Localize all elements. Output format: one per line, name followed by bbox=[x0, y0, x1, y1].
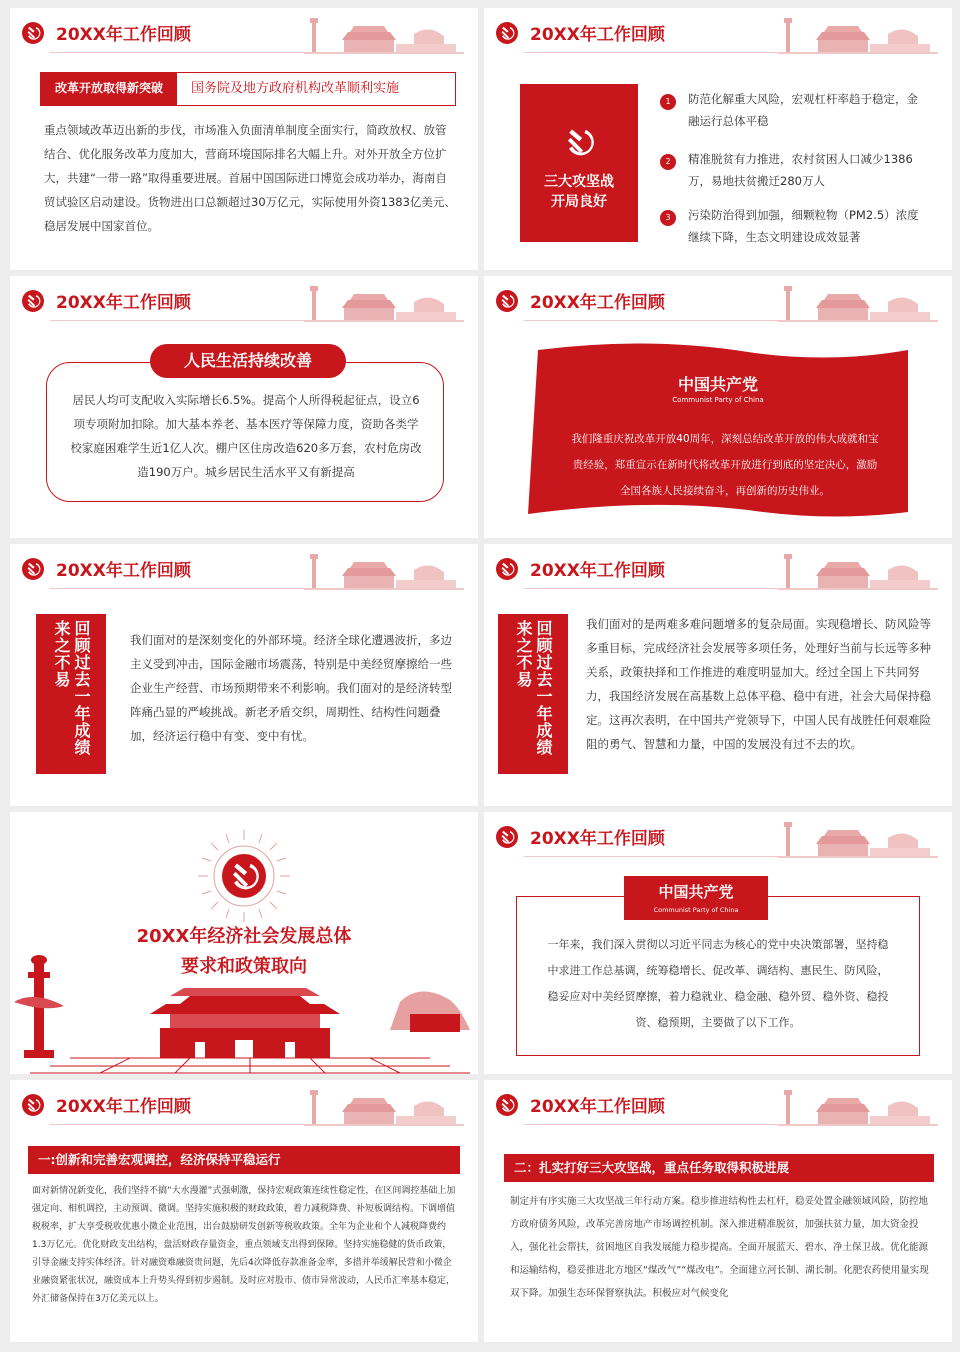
header-divider bbox=[50, 588, 464, 589]
header-divider bbox=[524, 1124, 938, 1125]
header-divider bbox=[524, 588, 938, 589]
header-divider bbox=[524, 856, 938, 857]
radiant-emblem-icon bbox=[194, 826, 294, 926]
vertical-title-box: 回顾过去一年成绩来之不易 bbox=[498, 614, 568, 774]
party-emblem-icon bbox=[22, 22, 44, 44]
three-battles-box bbox=[520, 84, 638, 242]
tiananmen-decoration-icon bbox=[778, 548, 938, 590]
slide-header bbox=[10, 276, 478, 324]
item-text: 污染防治得到加强，细颗粒物（PM2.5）浓度继续下降，生态文明建设成效显著 bbox=[688, 208, 919, 244]
slide-party-year-work bbox=[484, 812, 952, 1074]
header-title: 20XX年工作回顾 bbox=[530, 561, 665, 581]
cover-title-line-2: 要求和政策取向 bbox=[181, 956, 307, 977]
tab-strip bbox=[40, 72, 456, 106]
tiananmen-decoration-icon bbox=[304, 280, 464, 322]
slide-header bbox=[10, 8, 478, 56]
section-pill-title: 人民生活持续改善 bbox=[150, 344, 346, 378]
header-divider bbox=[524, 52, 938, 53]
slide-party-flag bbox=[484, 276, 952, 538]
slide-header bbox=[484, 544, 952, 592]
header-divider bbox=[524, 320, 938, 321]
flag-subtitle: Communist Party of China bbox=[672, 396, 764, 404]
header-title: 20XX年工作回顾 bbox=[56, 1097, 191, 1117]
item-text: 精准脱贫有力推进，农村贫困人口减少1386万，易地扶贫搬迁280万人 bbox=[688, 152, 913, 188]
party-emblem-icon bbox=[496, 826, 518, 848]
tiananmen-decoration-icon bbox=[778, 12, 938, 54]
slide-header bbox=[10, 544, 478, 592]
slide-header bbox=[484, 1080, 952, 1128]
heading-subtitle: Communist Party of China bbox=[653, 906, 739, 914]
slide-three-battles bbox=[484, 8, 952, 270]
tiananmen-decoration-icon bbox=[778, 816, 938, 858]
party-emblem-icon bbox=[22, 1094, 44, 1116]
slide-body-text: 面对新情况新变化，我们坚持不搞“大水漫灌”式强刺激，保持宏观政策连续性稳定性，在区间调控基础上加强定向、相机调控，主动预调、微调。坚持实施积极的财政政策，着力减税降费、补短板调结构。下调增值税税率，扩大享受税收优惠小微企业范围，出台鼓励研发创新等税收政策。全年为企业和个人减税降费约1.3万亿元。优化财政支出结构，盘活财政存量资金，重点领域支出得到保障。坚持实施稳健的货币政策，引导金融支持实体经济。针对融资难融资贵问题，先后4次降低存款准备金率，多措并举缓解民营和小微企业融资紧张状况，融资成本上升势头得到初步遏制。及时应对股市、债市异常波动，人民币汇率基本稳定，外汇储备保持在3万亿美元以上。 bbox=[32, 1186, 456, 1304]
party-emblem-icon bbox=[496, 290, 518, 312]
heading-title: 中国共产党 bbox=[658, 883, 734, 901]
frame-heading bbox=[624, 876, 768, 920]
header-title: 20XX年工作回顾 bbox=[530, 1097, 665, 1117]
slide-body-text: 我们隆重庆祝改革开放40周年，深刻总结改革开放的伟大成就和宝贵经验，郑重宣示在新时代将改革开放进行到底的坚定决心，激励全国各族人民接续奋斗，再创新的历史伟业。 bbox=[571, 433, 879, 497]
slide-people-livelihood bbox=[10, 276, 478, 538]
box-label-line-2: 开局良好 bbox=[551, 194, 607, 210]
slide-macro-control bbox=[10, 1080, 478, 1342]
tiananmen-decoration-icon bbox=[304, 1084, 464, 1126]
item-number-badge: 3 bbox=[660, 210, 676, 226]
tab-left-label: 改革开放取得新突破 bbox=[41, 73, 177, 105]
slide-review-external bbox=[10, 544, 478, 806]
slide-body-text: 重点领域改革迈出新的步伐，市场准入负面清单制度全面实行，简政放权、放管结合、优化服务改革力度加大，营商环境国际排名大幅上升。对外开放全方位扩大，共建“一带一路”取得重要进展。首届中国国际进口博览会成功举办，海南自贸试验区启动建设。货物进出口总额超过30万亿元，实际使用外资1383亿美元、稳居发展中国家首位。 bbox=[44, 123, 456, 233]
tiananmen-scene-illustration bbox=[10, 952, 478, 1074]
item-number-badge: 2 bbox=[660, 154, 676, 170]
flag-title: 中国共产党 bbox=[677, 375, 758, 394]
header-divider bbox=[50, 320, 464, 321]
header-title: 20XX年工作回顾 bbox=[56, 25, 191, 45]
slide-reform-breakthrough bbox=[10, 8, 478, 270]
party-emblem-icon bbox=[496, 1094, 518, 1116]
slide-review-complex bbox=[484, 544, 952, 806]
slide-header bbox=[484, 276, 952, 324]
vertical-title-box: 回顾过去一年成绩来之不易 bbox=[36, 614, 106, 774]
slide-header bbox=[484, 8, 952, 56]
header-title: 20XX年工作回顾 bbox=[56, 561, 191, 581]
item-number-badge: 1 bbox=[660, 94, 676, 110]
item-text: 防范化解重大风险，宏观杠杆率趋于稳定，金融运行总体平稳 bbox=[688, 92, 918, 128]
header-title: 20XX年工作回顾 bbox=[530, 293, 665, 313]
slide-body-text: 我们面对的是深刻变化的外部环境。经济全球化遭遇波折，多边主义受到冲击，国际金融市场震荡，特别是中美经贸摩擦给一些企业生产经营、市场预期带来不利影响。我们面对的是经济转型阵痛凸显的严峻挑战。新老矛盾交织，周期性、结构性问题叠加，经济运行稳中有变、变中有忧。 bbox=[130, 633, 452, 743]
slide-header bbox=[484, 812, 952, 860]
tiananmen-decoration-icon bbox=[304, 548, 464, 590]
slide-body-text: 我们面对的是两难多难问题增多的复杂局面。实现稳增长、防风险等多重目标，完成经济社会发展等多项任务，处理好当前与长远等多种关系，政策抉择和工作推进的难度明显加大。经过全国上下共同努力，我国经济发展在高基数上总体平稳、稳中有进，社会大局保持稳定。这再次表明，在中国共产党领导下，中国人民有战胜任何艰难险阻的勇气、智慧和力量，中国的发展没有过不去的坎。 bbox=[586, 617, 931, 751]
party-emblem-icon bbox=[496, 22, 518, 44]
cover-title-line-1: 20XX年经济社会发展总体 bbox=[136, 926, 352, 947]
slide-section-cover bbox=[10, 812, 478, 1074]
section-bar-title: 二：扎实打好三大攻坚战，重点任务取得积极进展 bbox=[504, 1154, 934, 1182]
section-bar-title: 一:创新和完善宏观调控，经济保持平稳运行 bbox=[28, 1146, 460, 1174]
box-label-line-1: 三大攻坚战 bbox=[544, 174, 614, 190]
slide-body-text: 居民人均可支配收入实际增长6.5%。提高个人所得税起征点，设立6项专项附加扣除。加大基本养老、基本医疗等保障力度，资助各类学校家庭困难学生近1亿人次。棚户区住房改造620多万套，农村危房改造190万户。城乡居民生活水平又有新提高 bbox=[70, 393, 422, 479]
tab-right-label: 国务院及地方政府机构改革顺利实施 bbox=[191, 81, 400, 96]
hammer-sickle-icon bbox=[557, 120, 601, 164]
header-title: 20XX年工作回顾 bbox=[530, 25, 665, 45]
party-emblem-icon bbox=[22, 558, 44, 580]
party-emblem-icon bbox=[22, 290, 44, 312]
tiananmen-decoration-icon bbox=[304, 12, 464, 54]
slide-body-text: 一年来，我们深入贯彻以习近平同志为核心的党中央决策部署，坚持稳中求进工作总基调，统筹稳增长、促改革、调结构、惠民生、防风险，稳妥应对中美经贸摩擦，着力稳就业、稳金融、稳外贸、稳外资、稳投资、稳预期，主要做了以下工作。 bbox=[547, 938, 889, 1029]
header-divider bbox=[50, 52, 464, 53]
header-title: 20XX年工作回顾 bbox=[530, 829, 665, 849]
party-emblem-icon bbox=[496, 558, 518, 580]
header-divider bbox=[50, 1124, 464, 1125]
slide-body-text: 制定并有序实施三大攻坚战三年行动方案。稳步推进结构性去杠杆，稳妥处置金融领域风险，防控地方政府债务风险，改革完善房地产市场调控机制。深入推进精准脱贫，加强扶贫力量，加大资金投入，强化社会帮扶，贫困地区自我发展能力稳步提高。全面开展蓝天、碧水、净土保卫战。优化能源和运输结构，稳妥推进北方地区“煤改气”“煤改电”。全面建立河长制、湖长制。化肥农药使用量实现双下降。加强生态环保督察执法。积极应对气候变化 bbox=[510, 1196, 929, 1299]
slide-three-battles-progress bbox=[484, 1080, 952, 1342]
tiananmen-decoration-icon bbox=[778, 1084, 938, 1126]
header-title: 20XX年工作回顾 bbox=[56, 293, 191, 313]
slide-header bbox=[10, 1080, 478, 1128]
tiananmen-decoration-icon bbox=[778, 280, 938, 322]
